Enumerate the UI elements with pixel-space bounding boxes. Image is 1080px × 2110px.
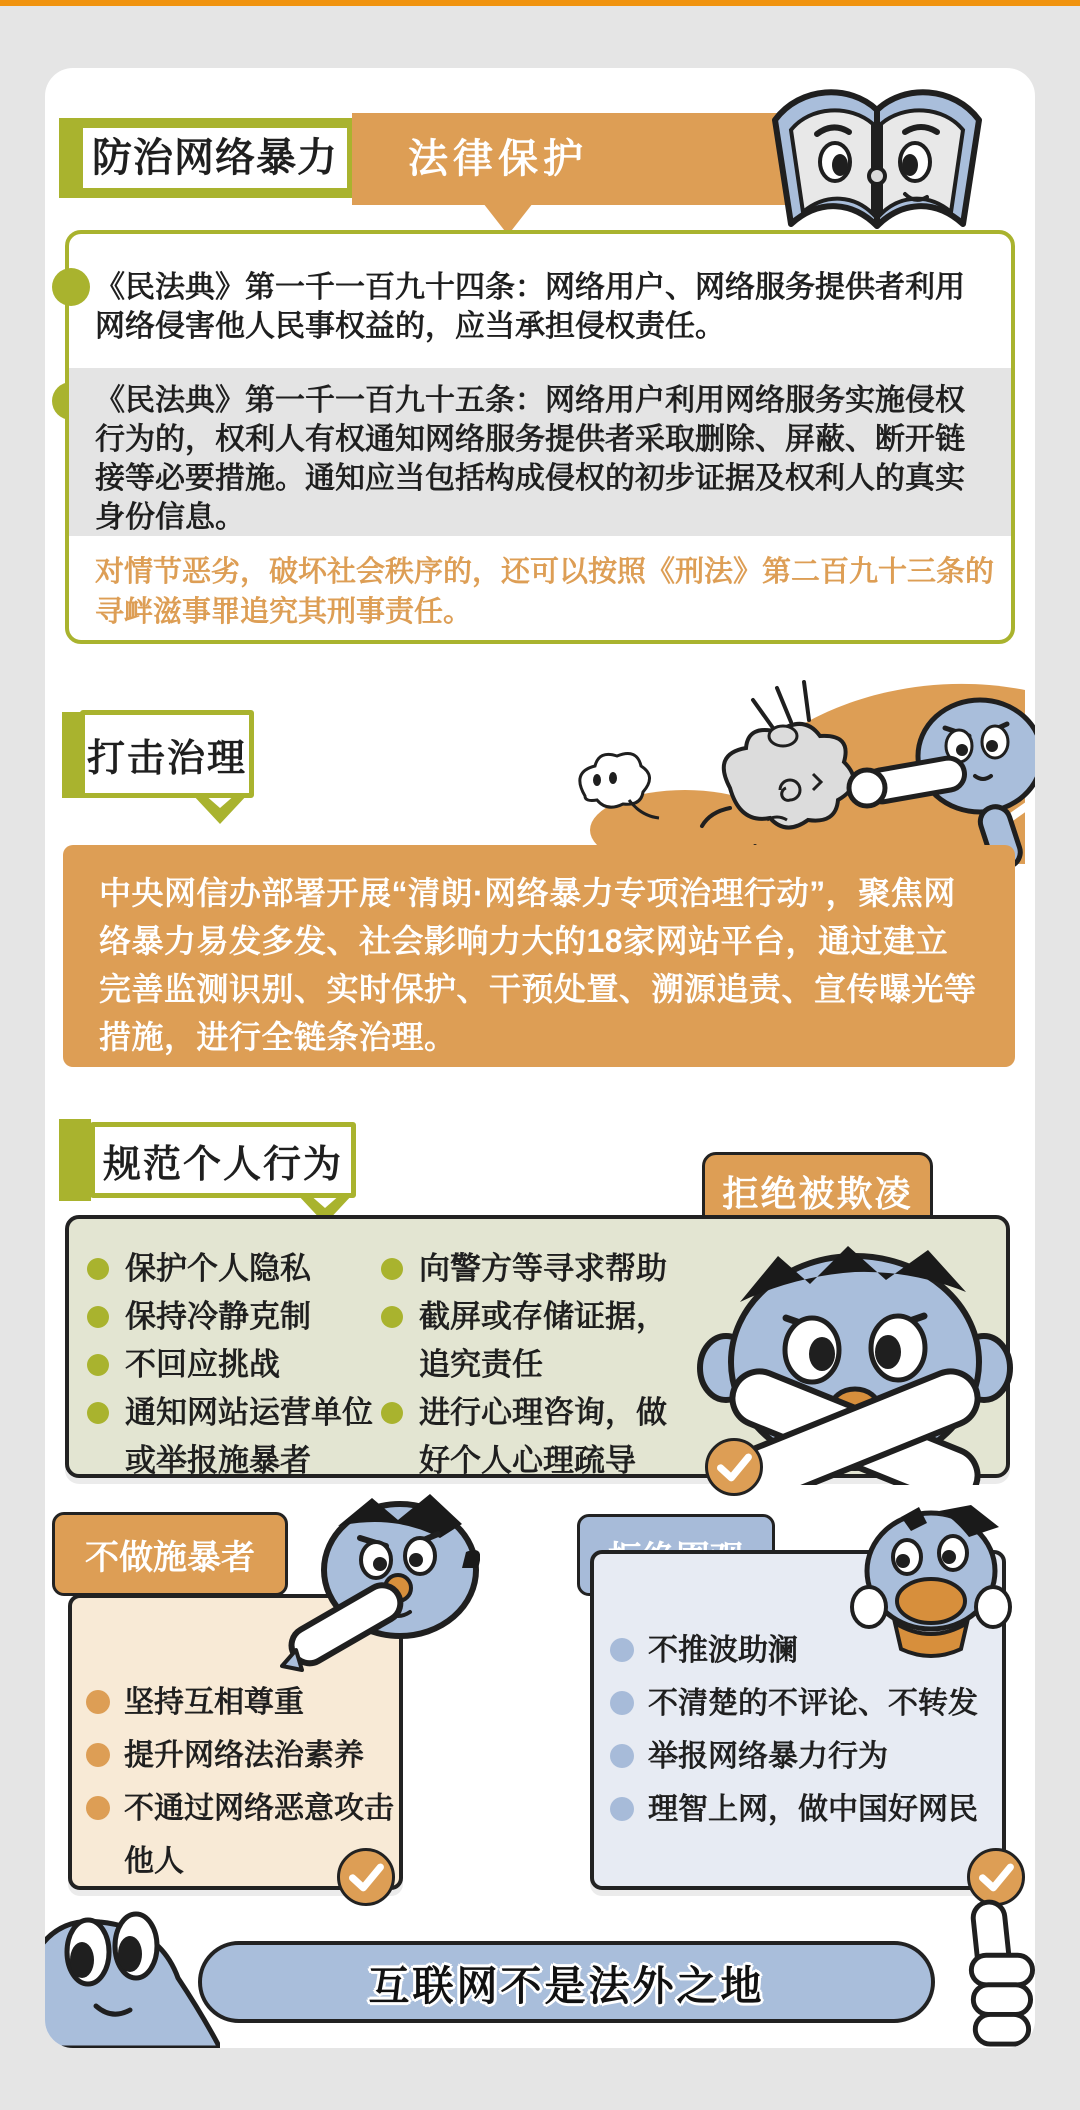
- bullet-dot: [52, 268, 90, 306]
- badge-refuse-bullying: 拒绝被欺凌: [702, 1152, 933, 1230]
- badge-no-abuser: 不做施暴者: [52, 1512, 288, 1596]
- list-item: 不通过网络恶意攻击他人: [86, 1782, 399, 1888]
- section-accent-bar: [59, 1119, 91, 1201]
- law-article-band: [69, 368, 1011, 536]
- bullet-dot: [381, 1306, 403, 1328]
- bullet-dot: [610, 1638, 634, 1662]
- bullet-dot: [86, 1743, 110, 1767]
- peeking-mascot: [45, 1894, 220, 2048]
- list-item: 理智上网，做中国好网民: [610, 1783, 994, 1836]
- text-segment: ”，聚焦网络暴力易发多发、社会影响力大的18家网站平台，通过建立完善: [99, 875, 956, 1007]
- crackdown-paragraph: [99, 869, 979, 1061]
- onlooker-mascot: [843, 1505, 1018, 1663]
- bullet-dot: [381, 1258, 403, 1280]
- checkmark-icon: [337, 1848, 395, 1906]
- conduct-list-left: [87, 1245, 373, 1485]
- bullet-dot: [610, 1744, 634, 1768]
- law-box: [65, 230, 1015, 644]
- slogan-text: 互联网不是法外之地: [368, 1962, 765, 2009]
- top-accent-bar: [0, 0, 1080, 6]
- bullet-dot: [610, 1797, 634, 1821]
- law-article-1194: [95, 268, 987, 346]
- thumbs-up-icon: [945, 1898, 1035, 2048]
- list-item: 通知网站运营单位或举报施暴者: [87, 1389, 373, 1485]
- banner-label: 法律保护: [408, 137, 588, 181]
- list-item: 不清楚的不评论、不转发: [610, 1677, 994, 1730]
- chevron-down-icon: [192, 794, 248, 826]
- list-item: 坚持互相尊重: [86, 1676, 399, 1729]
- campaign-name: 清朗·网络暴力专项治理行动: [408, 875, 810, 911]
- bullet-dot: [610, 1691, 634, 1715]
- bullet-dot: [87, 1354, 109, 1376]
- list-item: 不推波助澜: [610, 1624, 994, 1677]
- list-item: 保持冷静克制: [87, 1293, 373, 1341]
- section-title-crackdown: 打击治理: [80, 710, 254, 798]
- measures-list: 监测识别、实时保护、干预处置、溯源追责、宣传曝光: [164, 971, 945, 1007]
- book-icon: [755, 76, 1000, 256]
- list-item: 不回应挑战: [87, 1341, 373, 1389]
- text-segment: 中央网信办部署开展“: [99, 875, 409, 911]
- list-item: 保护个人隐私: [87, 1245, 373, 1293]
- article-lead: 《民法典》第一千一百九十五条：: [95, 384, 545, 417]
- bullet-dot: [381, 1402, 403, 1424]
- law-protection-banner: [352, 113, 820, 205]
- article-text: 网络用户、网络服务提供者利用网络侵害他人民事权益的，应当承担侵权责任。: [95, 271, 965, 343]
- poster-card: [45, 68, 1035, 2048]
- page-title: 防治网络暴力: [83, 128, 347, 188]
- list-item: 向警方等寻求帮助: [381, 1245, 671, 1293]
- conduct-list-right: [381, 1245, 671, 1485]
- list-item: 提升网络法治素养: [86, 1729, 399, 1782]
- pointing-mascot: [280, 1490, 480, 1685]
- law-article-1195: [95, 381, 987, 537]
- bullet-dot: [87, 1258, 109, 1280]
- article-text: 网络用户利用网络服务实施侵权行为的，权利人有权通知网络服务提供者采取删除、屏蔽、断开链接等必要措施。通知应当包括构成侵权的初步证据及权利人的真实身份信息。: [95, 384, 965, 534]
- article-lead: 《民法典》第一千一百九十四条：: [95, 271, 545, 304]
- list-item: 截屏或存储证据，追究责任: [381, 1293, 671, 1389]
- checkmark-icon: [705, 1438, 763, 1496]
- slogan-pill: [198, 1941, 935, 2023]
- bullet-dot: [87, 1306, 109, 1328]
- text-segment: 等措施，进行全链条治理。: [99, 971, 977, 1055]
- list-item: 举报网络暴力行为: [610, 1730, 994, 1783]
- bullet-dot: [86, 1690, 110, 1714]
- section-title-conduct: 规范个人行为: [90, 1122, 356, 1198]
- crackdown-text-box: [63, 845, 1015, 1067]
- list-item: 进行心理咨询，做好个人心理疏导: [381, 1389, 671, 1485]
- bullet-dot: [87, 1402, 109, 1424]
- criminal-law-note: 对情节恶劣，破坏社会秩序的，还可以按照《刑法》第二百九十三条的寻衅滋事罪追究其刑事责任。: [95, 556, 995, 628]
- bullet-dot: [86, 1796, 110, 1820]
